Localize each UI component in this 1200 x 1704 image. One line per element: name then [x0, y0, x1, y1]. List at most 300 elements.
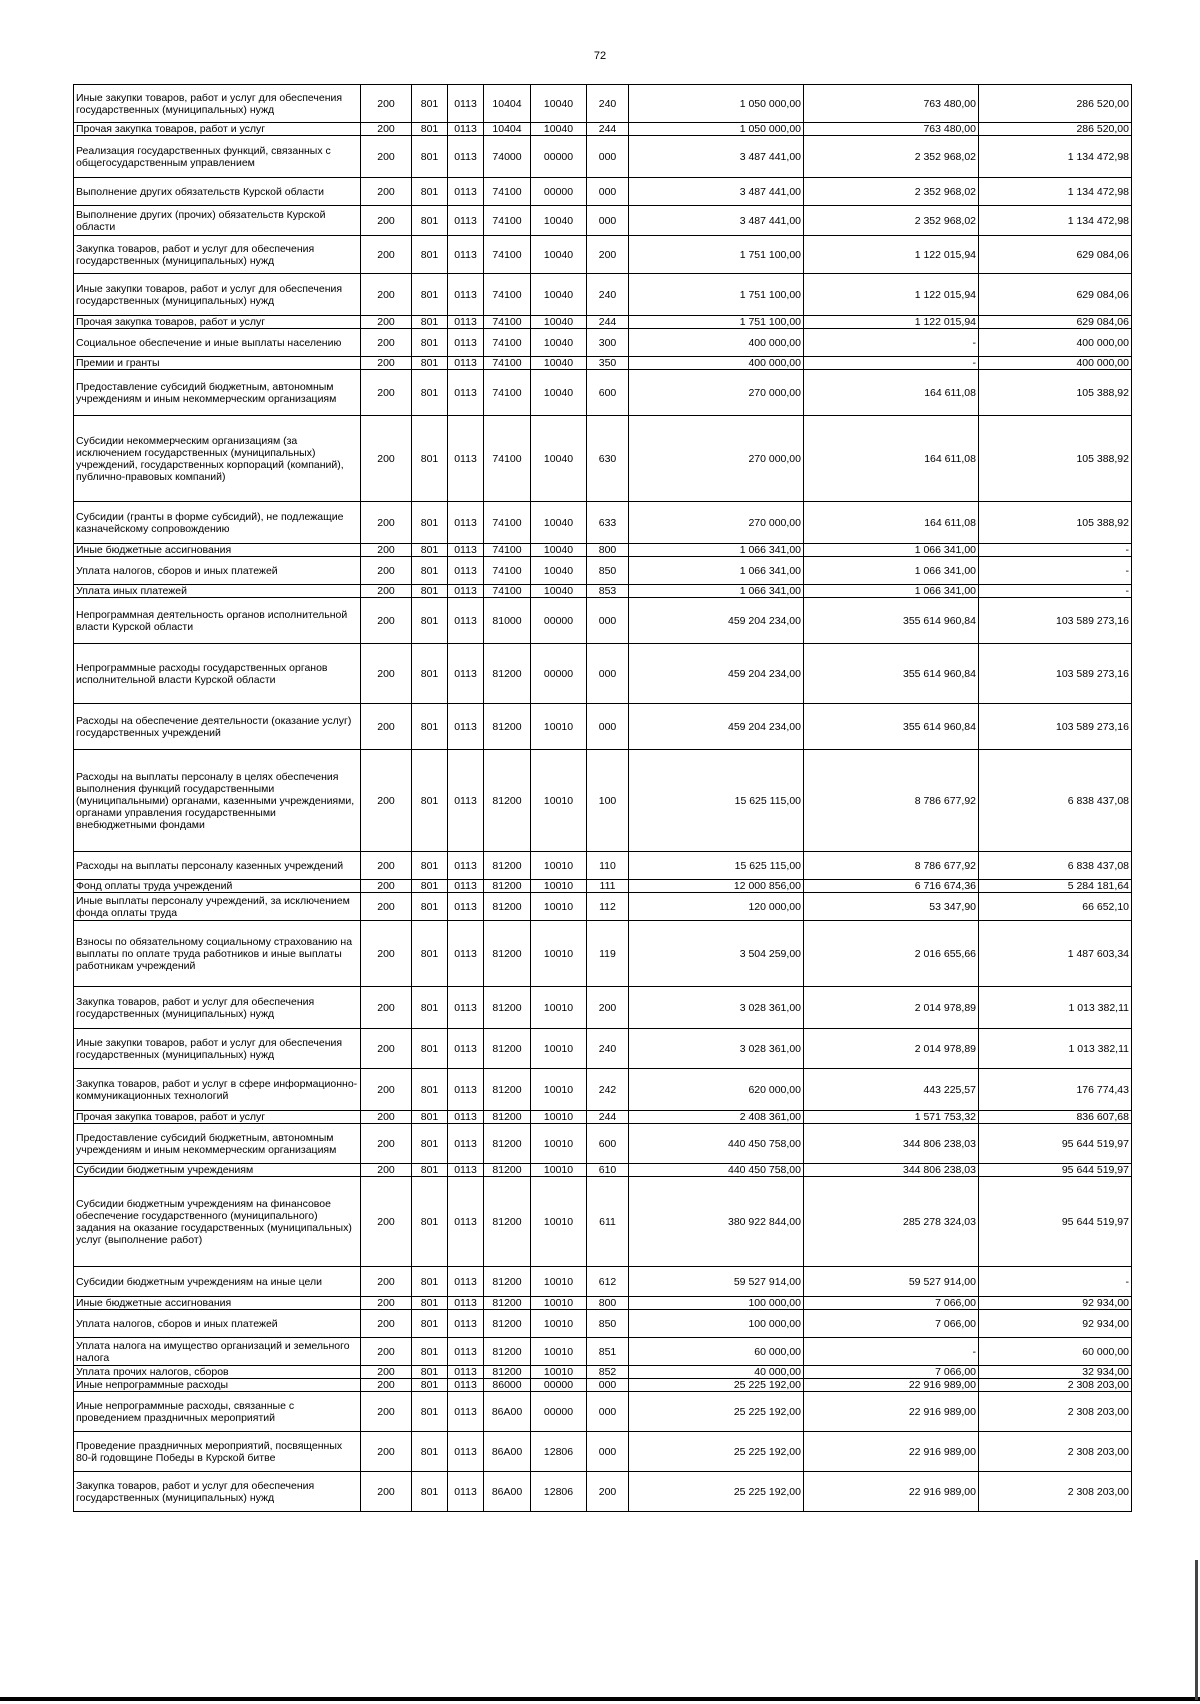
cell-program-code: 86000 — [484, 1379, 531, 1392]
cell-executed-amount: 1 066 341,00 — [804, 544, 979, 557]
cell-section-code: 0113 — [448, 1338, 484, 1366]
cell-name: Предоставление субсидий бюджетным, автономным учреждениям и иным некоммерческим организациям — [74, 1124, 361, 1164]
cell-name: Иные бюджетные ассигнования — [74, 1297, 361, 1310]
cell-name: Закупка товаров, работ и услуг для обеспечения государственных (муниципальных) нужд — [74, 1472, 361, 1512]
cell-department-code: 801 — [412, 178, 448, 206]
page-number: 72 — [593, 50, 607, 62]
cell-direction-code: 12806 — [531, 1472, 587, 1512]
table-row — [74, 852, 1132, 880]
cell-program-code: 81200 — [484, 852, 531, 880]
cell-name: Закупка товаров, работ и услуг для обеспечения государственных (муниципальных) нужд — [74, 987, 361, 1029]
cell-planned-amount: 3 487 441,00 — [629, 178, 804, 206]
cell-department-code: 801 — [412, 852, 448, 880]
cell-department-code: 801 — [412, 316, 448, 329]
cell-department-code: 801 — [412, 357, 448, 370]
table-row — [74, 206, 1132, 236]
cell-unexecuted-amount: 286 520,00 — [979, 85, 1132, 123]
cell-department-code: 801 — [412, 585, 448, 598]
cell-executed-amount: 1 122 015,94 — [804, 274, 979, 316]
cell-program-code: 81200 — [484, 921, 531, 987]
cell-planned-amount: 120 000,00 — [629, 893, 804, 921]
cell-program-code: 81200 — [484, 1366, 531, 1379]
cell-expense-type-code: 240 — [587, 1029, 629, 1069]
cell-program-code: 81200 — [484, 704, 531, 750]
cell-department-code: 801 — [412, 1164, 448, 1177]
cell-expense-type-code: 000 — [587, 206, 629, 236]
cell-name: Иные непрограммные расходы, связанные с проведением праздничных мероприятий — [74, 1392, 361, 1432]
cell-direction-code: 10040 — [531, 557, 587, 585]
cell-name: Выполнение других (прочих) обязательств Курской области — [74, 206, 361, 236]
cell-executed-amount: - — [804, 329, 979, 357]
cell-planned-amount: 12 000 856,00 — [629, 880, 804, 893]
cell-name: Расходы на обеспечение деятельности (оказание услуг) государственных учреждений — [74, 704, 361, 750]
table-row — [74, 704, 1132, 750]
cell-section-code: 0113 — [448, 136, 484, 178]
cell-direction-code: 10040 — [531, 585, 587, 598]
cell-direction-code: 10010 — [531, 1111, 587, 1124]
cell-name: Фонд оплаты труда учреждений — [74, 880, 361, 893]
cell-expense-type-code: 119 — [587, 921, 629, 987]
cell-section-code: 0113 — [448, 1124, 484, 1164]
cell-direction-code: 10010 — [531, 921, 587, 987]
cell-section-code: 0113 — [448, 1177, 484, 1267]
cell-direction-code: 10010 — [531, 1310, 587, 1338]
cell-unexecuted-amount: 66 652,10 — [979, 893, 1132, 921]
cell-unexecuted-amount: 5 284 181,64 — [979, 880, 1132, 893]
cell-program-code: 81200 — [484, 1124, 531, 1164]
cell-admin-code: 200 — [361, 1432, 412, 1472]
cell-name: Субсидии некоммерческим организациям (за исключением государственных (муниципальных) учреждений, государственных корпораций (компаний), публично-правовых компаний) — [74, 416, 361, 502]
cell-unexecuted-amount: 95 644 519,97 — [979, 1177, 1132, 1267]
cell-planned-amount: 3 504 259,00 — [629, 921, 804, 987]
cell-planned-amount: 620 000,00 — [629, 1069, 804, 1111]
cell-executed-amount: 1 066 341,00 — [804, 585, 979, 598]
cell-unexecuted-amount: 92 934,00 — [979, 1310, 1132, 1338]
cell-executed-amount: 344 806 238,03 — [804, 1124, 979, 1164]
cell-department-code: 801 — [412, 1432, 448, 1472]
table-row — [74, 1267, 1132, 1297]
cell-program-code: 74100 — [484, 557, 531, 585]
cell-program-code: 74000 — [484, 136, 531, 178]
cell-department-code: 801 — [412, 1177, 448, 1267]
cell-direction-code: 10010 — [531, 1069, 587, 1111]
table-row — [74, 1392, 1132, 1432]
cell-executed-amount: 2 016 655,66 — [804, 921, 979, 987]
cell-admin-code: 200 — [361, 704, 412, 750]
cell-direction-code: 00000 — [531, 1379, 587, 1392]
cell-expense-type-code: 800 — [587, 544, 629, 557]
cell-unexecuted-amount: 103 589 273,16 — [979, 598, 1132, 644]
table-row — [74, 1029, 1132, 1069]
table-row — [74, 123, 1132, 136]
cell-unexecuted-amount: 103 589 273,16 — [979, 644, 1132, 704]
cell-department-code: 801 — [412, 329, 448, 357]
cell-department-code: 801 — [412, 1069, 448, 1111]
cell-executed-amount: 355 614 960,84 — [804, 598, 979, 644]
cell-unexecuted-amount: - — [979, 557, 1132, 585]
cell-program-code: 74100 — [484, 316, 531, 329]
cell-section-code: 0113 — [448, 178, 484, 206]
cell-program-code: 81200 — [484, 1267, 531, 1297]
cell-direction-code: 10040 — [531, 357, 587, 370]
cell-department-code: 801 — [412, 544, 448, 557]
cell-expense-type-code: 633 — [587, 502, 629, 544]
cell-direction-code: 10010 — [531, 1124, 587, 1164]
cell-executed-amount: 59 527 914,00 — [804, 1267, 979, 1297]
cell-executed-amount: 164 611,08 — [804, 416, 979, 502]
cell-unexecuted-amount: 6 838 437,08 — [979, 750, 1132, 852]
cell-program-code: 81200 — [484, 1297, 531, 1310]
cell-unexecuted-amount: 92 934,00 — [979, 1297, 1132, 1310]
cell-executed-amount: 22 916 989,00 — [804, 1472, 979, 1512]
cell-name: Иные закупки товаров, работ и услуг для обеспечения государственных (муниципальных) нужд — [74, 85, 361, 123]
cell-executed-amount: 1 571 753,32 — [804, 1111, 979, 1124]
cell-admin-code: 200 — [361, 416, 412, 502]
table-row — [74, 416, 1132, 502]
table-row — [74, 921, 1132, 987]
cell-planned-amount: 40 000,00 — [629, 1366, 804, 1379]
cell-section-code: 0113 — [448, 1029, 484, 1069]
table-row — [74, 585, 1132, 598]
cell-planned-amount: 459 204 234,00 — [629, 704, 804, 750]
cell-admin-code: 200 — [361, 178, 412, 206]
cell-program-code: 10404 — [484, 85, 531, 123]
table-row — [74, 1338, 1132, 1366]
cell-program-code: 74100 — [484, 329, 531, 357]
cell-section-code: 0113 — [448, 880, 484, 893]
cell-name: Закупка товаров, работ и услуг в сфере информационно-коммуникационных технологий — [74, 1069, 361, 1111]
cell-program-code: 74100 — [484, 416, 531, 502]
cell-executed-amount: 7 066,00 — [804, 1310, 979, 1338]
cell-expense-type-code: 611 — [587, 1177, 629, 1267]
cell-admin-code: 200 — [361, 1310, 412, 1338]
cell-direction-code: 10010 — [531, 1029, 587, 1069]
cell-direction-code: 10010 — [531, 1164, 587, 1177]
cell-section-code: 0113 — [448, 370, 484, 416]
cell-department-code: 801 — [412, 1124, 448, 1164]
cell-name: Прочая закупка товаров, работ и услуг — [74, 123, 361, 136]
cell-direction-code: 10040 — [531, 206, 587, 236]
cell-planned-amount: 1 066 341,00 — [629, 585, 804, 598]
cell-department-code: 801 — [412, 921, 448, 987]
cell-department-code: 801 — [412, 704, 448, 750]
table-row — [74, 502, 1132, 544]
cell-department-code: 801 — [412, 370, 448, 416]
cell-expense-type-code: 000 — [587, 178, 629, 206]
cell-unexecuted-amount: 2 308 203,00 — [979, 1472, 1132, 1512]
cell-expense-type-code: 000 — [587, 598, 629, 644]
cell-expense-type-code: 244 — [587, 1111, 629, 1124]
cell-section-code: 0113 — [448, 1379, 484, 1392]
table-row — [74, 1310, 1132, 1338]
budget-execution-table — [73, 84, 1132, 1512]
cell-expense-type-code: 112 — [587, 893, 629, 921]
cell-planned-amount: 2 408 361,00 — [629, 1111, 804, 1124]
cell-executed-amount: 164 611,08 — [804, 502, 979, 544]
cell-section-code: 0113 — [448, 987, 484, 1029]
cell-unexecuted-amount: 6 838 437,08 — [979, 852, 1132, 880]
cell-executed-amount: 2 014 978,89 — [804, 1029, 979, 1069]
cell-admin-code: 200 — [361, 544, 412, 557]
cell-department-code: 801 — [412, 123, 448, 136]
cell-admin-code: 200 — [361, 1029, 412, 1069]
cell-program-code: 74100 — [484, 206, 531, 236]
cell-direction-code: 10040 — [531, 416, 587, 502]
cell-direction-code: 10010 — [531, 1297, 587, 1310]
cell-admin-code: 200 — [361, 1297, 412, 1310]
cell-section-code: 0113 — [448, 206, 484, 236]
cell-direction-code: 10010 — [531, 1177, 587, 1267]
cell-expense-type-code: 000 — [587, 704, 629, 750]
cell-planned-amount: 59 527 914,00 — [629, 1267, 804, 1297]
cell-expense-type-code: 852 — [587, 1366, 629, 1379]
cell-direction-code: 00000 — [531, 136, 587, 178]
cell-planned-amount: 400 000,00 — [629, 329, 804, 357]
table-row — [74, 329, 1132, 357]
cell-expense-type-code: 300 — [587, 329, 629, 357]
cell-admin-code: 200 — [361, 329, 412, 357]
cell-unexecuted-amount: 1 134 472,98 — [979, 206, 1132, 236]
cell-name: Уплата налога на имущество организаций и земельного налога — [74, 1338, 361, 1366]
cell-section-code: 0113 — [448, 274, 484, 316]
cell-admin-code: 200 — [361, 370, 412, 416]
table-row — [74, 236, 1132, 274]
cell-executed-amount: 2 352 968,02 — [804, 178, 979, 206]
cell-direction-code: 10010 — [531, 1338, 587, 1366]
cell-name: Уплата прочих налогов, сборов — [74, 1366, 361, 1379]
cell-planned-amount: 1 751 100,00 — [629, 316, 804, 329]
cell-admin-code: 200 — [361, 1069, 412, 1111]
cell-direction-code: 10040 — [531, 123, 587, 136]
cell-name: Иные непрограммные расходы — [74, 1379, 361, 1392]
cell-admin-code: 200 — [361, 316, 412, 329]
cell-admin-code: 200 — [361, 236, 412, 274]
cell-section-code: 0113 — [448, 123, 484, 136]
cell-admin-code: 200 — [361, 880, 412, 893]
cell-section-code: 0113 — [448, 357, 484, 370]
cell-direction-code: 10040 — [531, 236, 587, 274]
cell-executed-amount: - — [804, 1338, 979, 1366]
table-body — [74, 85, 1132, 1512]
cell-department-code: 801 — [412, 987, 448, 1029]
cell-department-code: 801 — [412, 1338, 448, 1366]
cell-program-code: 74100 — [484, 236, 531, 274]
cell-expense-type-code: 100 — [587, 750, 629, 852]
cell-program-code: 81200 — [484, 1338, 531, 1366]
cell-department-code: 801 — [412, 1029, 448, 1069]
cell-expense-type-code: 000 — [587, 1392, 629, 1432]
cell-program-code: 81200 — [484, 893, 531, 921]
cell-direction-code: 10040 — [531, 502, 587, 544]
cell-name: Иные закупки товаров, работ и услуг для обеспечения государственных (муниципальных) нужд — [74, 1029, 361, 1069]
cell-department-code: 801 — [412, 502, 448, 544]
cell-department-code: 801 — [412, 136, 448, 178]
cell-section-code: 0113 — [448, 329, 484, 357]
cell-planned-amount: 270 000,00 — [629, 416, 804, 502]
cell-planned-amount: 1 751 100,00 — [629, 274, 804, 316]
cell-section-code: 0113 — [448, 704, 484, 750]
cell-expense-type-code: 240 — [587, 85, 629, 123]
cell-direction-code: 10040 — [531, 544, 587, 557]
cell-planned-amount: 270 000,00 — [629, 502, 804, 544]
cell-admin-code: 200 — [361, 136, 412, 178]
cell-program-code: 81200 — [484, 1111, 531, 1124]
cell-admin-code: 200 — [361, 502, 412, 544]
cell-program-code: 74100 — [484, 357, 531, 370]
table-row — [74, 750, 1132, 852]
cell-planned-amount: 1 066 341,00 — [629, 544, 804, 557]
cell-program-code: 74100 — [484, 585, 531, 598]
cell-program-code: 81200 — [484, 1029, 531, 1069]
cell-section-code: 0113 — [448, 1297, 484, 1310]
cell-section-code: 0113 — [448, 1392, 484, 1432]
cell-department-code: 801 — [412, 85, 448, 123]
cell-expense-type-code: 000 — [587, 1432, 629, 1472]
cell-executed-amount: 22 916 989,00 — [804, 1392, 979, 1432]
cell-unexecuted-amount: 2 308 203,00 — [979, 1379, 1132, 1392]
cell-expense-type-code: 200 — [587, 987, 629, 1029]
cell-name: Расходы на выплаты персоналу казенных учреждений — [74, 852, 361, 880]
cell-name: Расходы на выплаты персоналу в целях обеспечения выполнения функций государственными (муниципальными) органами, казенными учреждениями, органами управления государственными внебюджетными фондами — [74, 750, 361, 852]
cell-expense-type-code: 800 — [587, 1297, 629, 1310]
cell-name: Социальное обеспечение и иные выплаты населению — [74, 329, 361, 357]
cell-planned-amount: 25 225 192,00 — [629, 1432, 804, 1472]
cell-program-code: 74100 — [484, 370, 531, 416]
cell-name: Иные бюджетные ассигнования — [74, 544, 361, 557]
cell-section-code: 0113 — [448, 1472, 484, 1512]
cell-direction-code: 10040 — [531, 274, 587, 316]
cell-executed-amount: 355 614 960,84 — [804, 704, 979, 750]
cell-section-code: 0113 — [448, 1267, 484, 1297]
cell-department-code: 801 — [412, 1472, 448, 1512]
cell-name: Иные выплаты персоналу учреждений, за исключением фонда оплаты труда — [74, 893, 361, 921]
cell-department-code: 801 — [412, 1297, 448, 1310]
cell-name: Прочая закупка товаров, работ и услуг — [74, 316, 361, 329]
cell-name: Непрограммная деятельность органов исполнительной власти Курской области — [74, 598, 361, 644]
cell-direction-code: 10040 — [531, 329, 587, 357]
cell-unexecuted-amount: 836 607,68 — [979, 1111, 1132, 1124]
cell-unexecuted-amount: 103 589 273,16 — [979, 704, 1132, 750]
cell-expense-type-code: 000 — [587, 644, 629, 704]
cell-planned-amount: 1 050 000,00 — [629, 85, 804, 123]
cell-admin-code: 200 — [361, 85, 412, 123]
cell-unexecuted-amount: 32 934,00 — [979, 1366, 1132, 1379]
table-row — [74, 1164, 1132, 1177]
cell-name: Выполнение других обязательств Курской области — [74, 178, 361, 206]
cell-admin-code: 200 — [361, 123, 412, 136]
cell-executed-amount: 53 347,90 — [804, 893, 979, 921]
cell-department-code: 801 — [412, 236, 448, 274]
cell-executed-amount: 7 066,00 — [804, 1366, 979, 1379]
cell-unexecuted-amount: 2 308 203,00 — [979, 1392, 1132, 1432]
cell-admin-code: 200 — [361, 987, 412, 1029]
cell-direction-code: 00000 — [531, 178, 587, 206]
cell-executed-amount: 763 480,00 — [804, 123, 979, 136]
cell-executed-amount: 1 066 341,00 — [804, 557, 979, 585]
cell-expense-type-code: 850 — [587, 557, 629, 585]
cell-planned-amount: 459 204 234,00 — [629, 598, 804, 644]
cell-executed-amount: 355 614 960,84 — [804, 644, 979, 704]
cell-planned-amount: 60 000,00 — [629, 1338, 804, 1366]
cell-name: Уплата налогов, сборов и иных платежей — [74, 1310, 361, 1338]
table-row — [74, 136, 1132, 178]
cell-expense-type-code: 350 — [587, 357, 629, 370]
table-row — [74, 178, 1132, 206]
cell-executed-amount: 443 225,57 — [804, 1069, 979, 1111]
cell-expense-type-code: 240 — [587, 274, 629, 316]
cell-planned-amount: 3 028 361,00 — [629, 987, 804, 1029]
cell-executed-amount: 164 611,08 — [804, 370, 979, 416]
cell-planned-amount: 380 922 844,00 — [629, 1177, 804, 1267]
cell-section-code: 0113 — [448, 316, 484, 329]
cell-unexecuted-amount: 105 388,92 — [979, 416, 1132, 502]
cell-executed-amount: 2 014 978,89 — [804, 987, 979, 1029]
cell-department-code: 801 — [412, 1267, 448, 1297]
cell-admin-code: 200 — [361, 598, 412, 644]
cell-section-code: 0113 — [448, 502, 484, 544]
cell-admin-code: 200 — [361, 1124, 412, 1164]
cell-name: Реализация государственных функций, связанных с общегосударственным управлением — [74, 136, 361, 178]
table-row — [74, 1297, 1132, 1310]
cell-direction-code: 10010 — [531, 750, 587, 852]
cell-executed-amount: 1 122 015,94 — [804, 316, 979, 329]
cell-name: Субсидии бюджетным учреждениям на финансовое обеспечение государственного (муниципального) задания на оказание государственных (муниципальных) услуг (выполнение работ) — [74, 1177, 361, 1267]
cell-program-code: 81200 — [484, 1164, 531, 1177]
cell-admin-code: 200 — [361, 557, 412, 585]
cell-planned-amount: 25 225 192,00 — [629, 1379, 804, 1392]
cell-admin-code: 200 — [361, 750, 412, 852]
cell-executed-amount: 8 786 677,92 — [804, 750, 979, 852]
cell-direction-code: 10010 — [531, 987, 587, 1029]
cell-admin-code: 200 — [361, 1267, 412, 1297]
cell-executed-amount: 285 278 324,03 — [804, 1177, 979, 1267]
cell-section-code: 0113 — [448, 893, 484, 921]
cell-unexecuted-amount: 2 308 203,00 — [979, 1432, 1132, 1472]
table-row — [74, 893, 1132, 921]
cell-unexecuted-amount: 95 644 519,97 — [979, 1124, 1132, 1164]
cell-admin-code: 200 — [361, 852, 412, 880]
cell-admin-code: 200 — [361, 1366, 412, 1379]
table-row — [74, 274, 1132, 316]
cell-admin-code: 200 — [361, 921, 412, 987]
cell-planned-amount: 440 450 758,00 — [629, 1164, 804, 1177]
cell-planned-amount: 100 000,00 — [629, 1310, 804, 1338]
cell-program-code: 86А00 — [484, 1472, 531, 1512]
cell-name: Уплата иных платежей — [74, 585, 361, 598]
cell-section-code: 0113 — [448, 1069, 484, 1111]
cell-admin-code: 200 — [361, 893, 412, 921]
cell-planned-amount: 459 204 234,00 — [629, 644, 804, 704]
cell-section-code: 0113 — [448, 1164, 484, 1177]
cell-program-code: 86А00 — [484, 1432, 531, 1472]
cell-name: Иные закупки товаров, работ и услуг для обеспечения государственных (муниципальных) нужд — [74, 274, 361, 316]
cell-executed-amount: 22 916 989,00 — [804, 1379, 979, 1392]
cell-unexecuted-amount: 105 388,92 — [979, 502, 1132, 544]
cell-expense-type-code: 200 — [587, 1472, 629, 1512]
cell-direction-code: 10010 — [531, 852, 587, 880]
cell-planned-amount: 1 066 341,00 — [629, 557, 804, 585]
cell-name: Проведение праздничных мероприятий, посвященных 80-й годовщине Победы в Курской битве — [74, 1432, 361, 1472]
cell-unexecuted-amount: 60 000,00 — [979, 1338, 1132, 1366]
cell-admin-code: 200 — [361, 1392, 412, 1432]
cell-unexecuted-amount: 95 644 519,97 — [979, 1164, 1132, 1177]
cell-expense-type-code: 000 — [587, 1379, 629, 1392]
table-row — [74, 85, 1132, 123]
cell-planned-amount: 3 028 361,00 — [629, 1029, 804, 1069]
cell-unexecuted-amount: 400 000,00 — [979, 329, 1132, 357]
cell-unexecuted-amount: 629 084,06 — [979, 236, 1132, 274]
cell-name: Предоставление субсидий бюджетным, автономным учреждениям и иным некоммерческим организациям — [74, 370, 361, 416]
